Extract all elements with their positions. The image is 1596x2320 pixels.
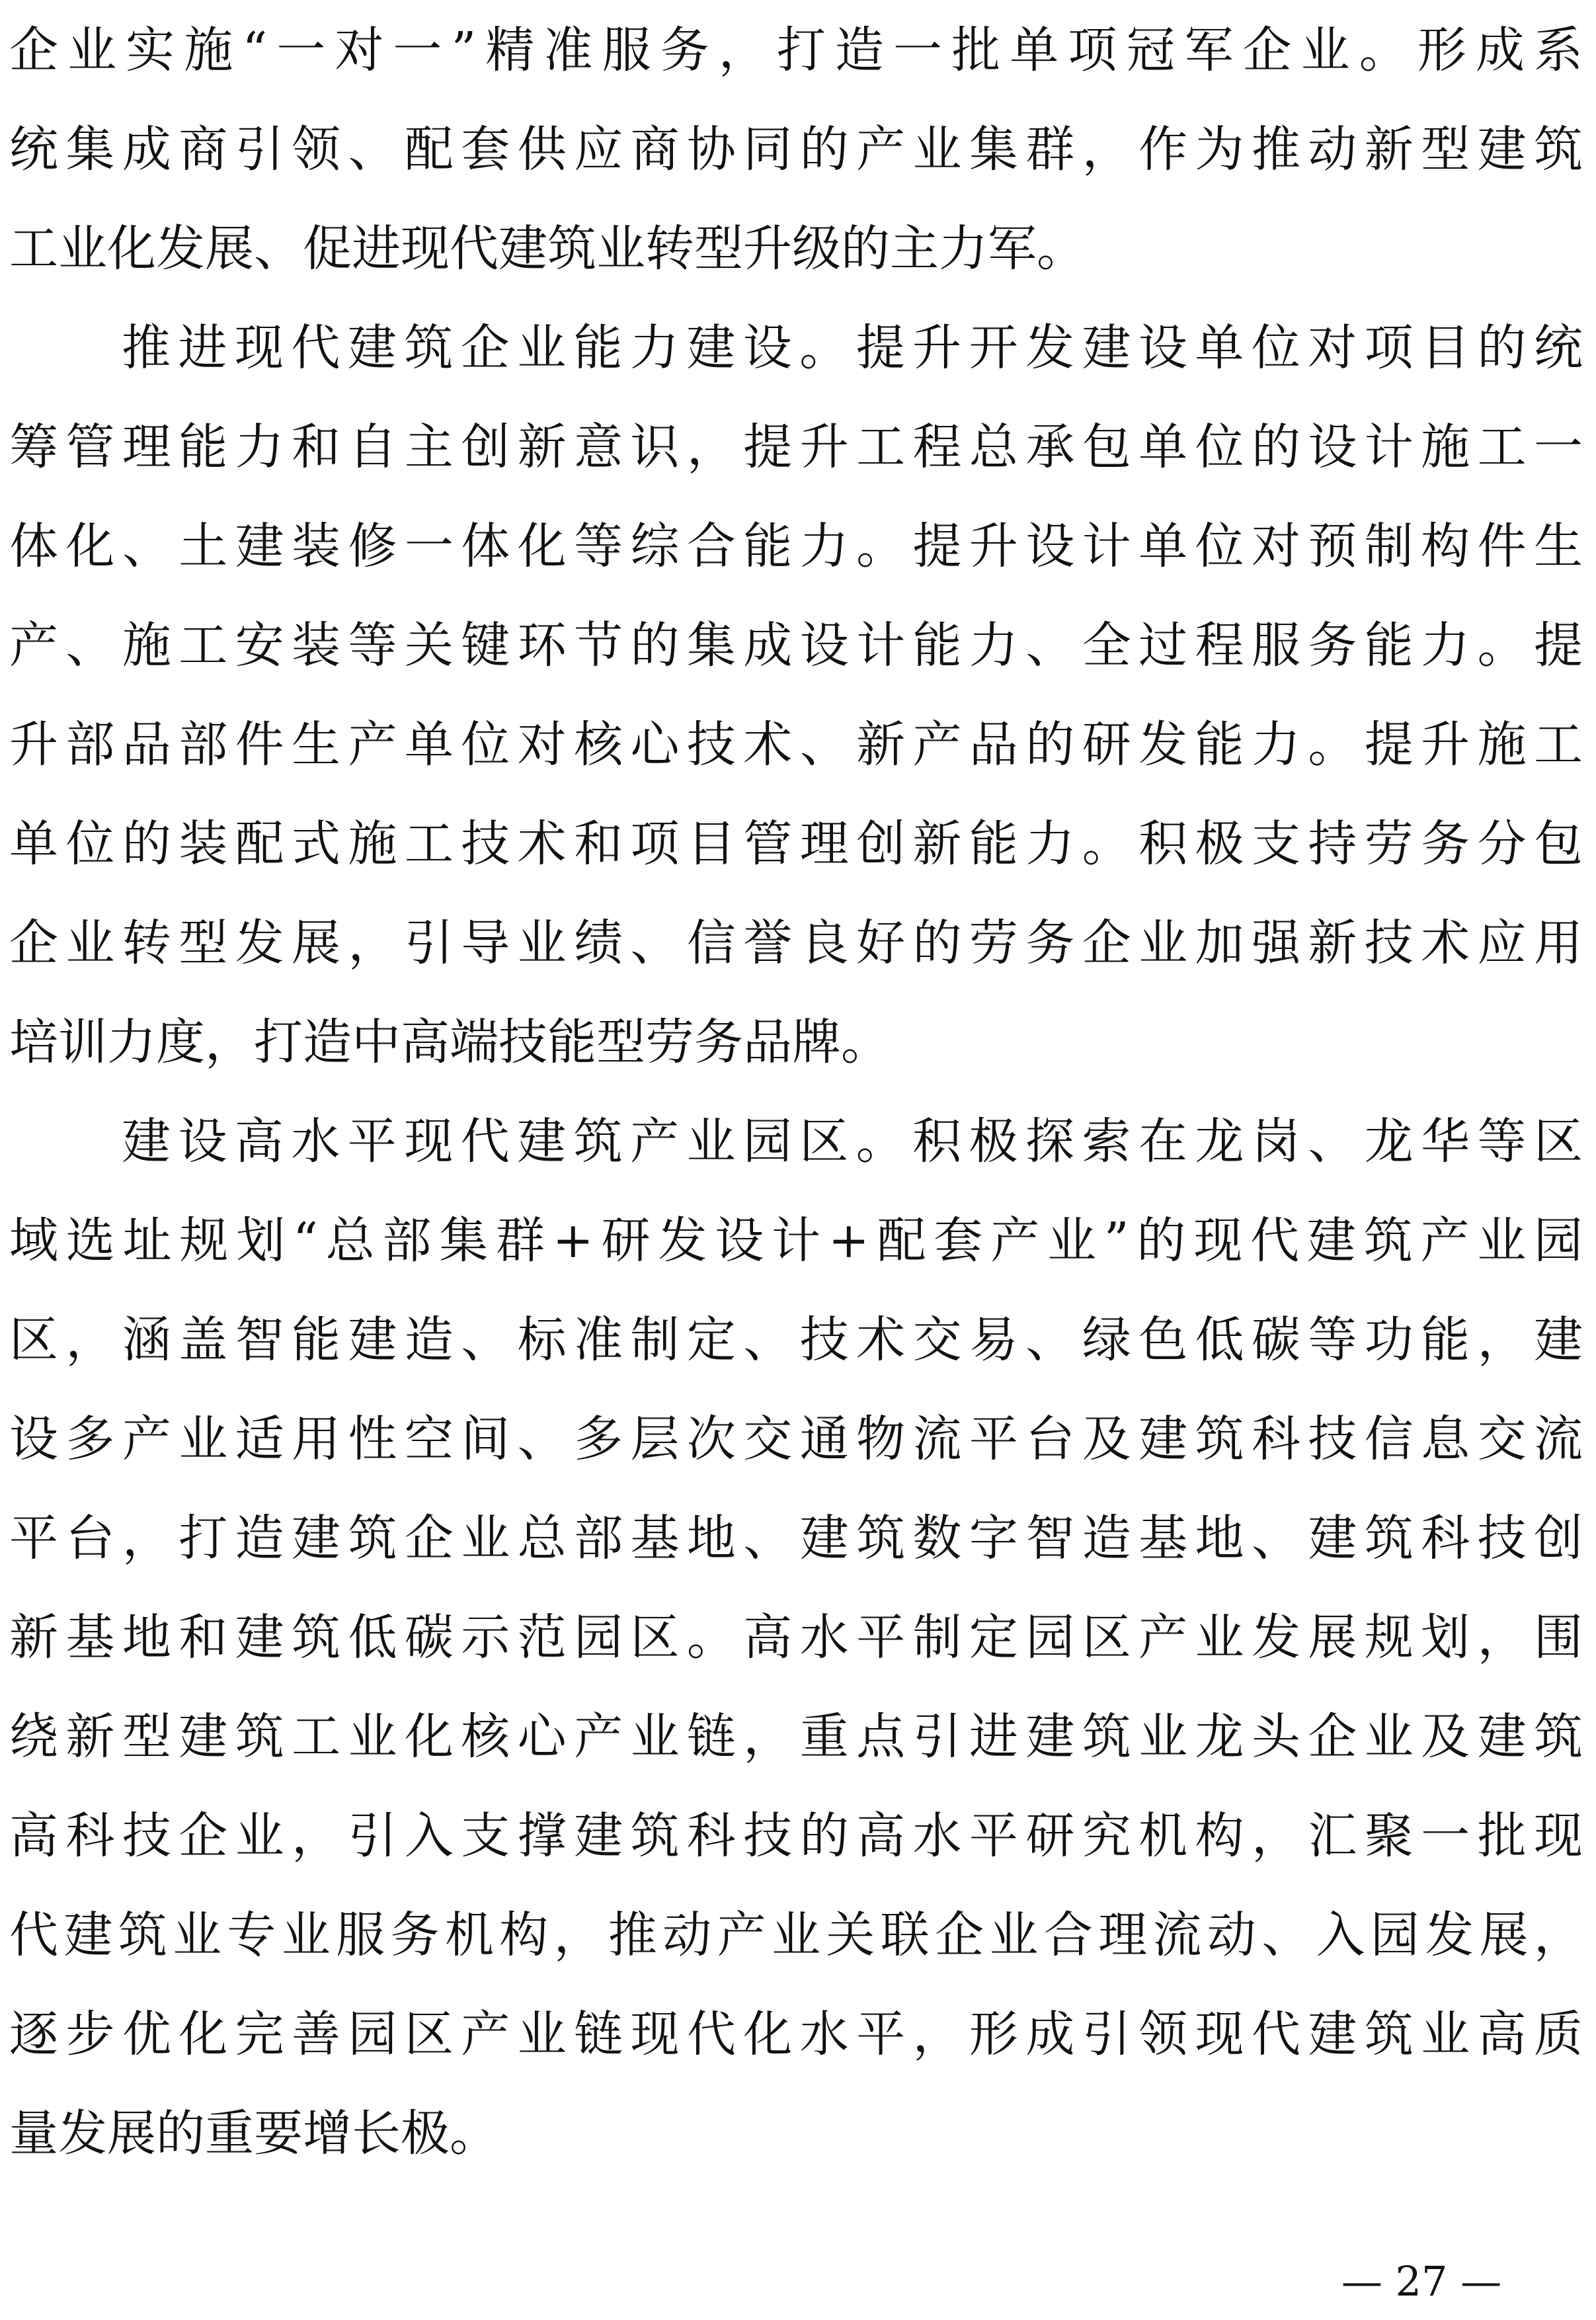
text-line: 代建筑业专业服务机构，推动产业关联企业合理流动、入园发展， xyxy=(9,1907,1583,1964)
text-line: 量发展的重要增长极。 xyxy=(9,2105,499,2162)
page-number: — 27 — xyxy=(1341,2257,1502,2305)
text-line: 产、施工安装等关键环节的集成设计能力、全过程服务能力。提 xyxy=(9,617,1583,674)
paragraph-heading-line: 推进现代建筑企业能力建设。提升开发建设单位对项目的统 xyxy=(122,319,1583,376)
text-line: 筹管理能力和自主创新意识，提升工程总承包单位的设计施工一 xyxy=(9,419,1583,476)
text-line: 绕新型建筑工业化核心产业链，重点引进建筑业龙头企业及建筑 xyxy=(9,1708,1583,1765)
text-line: 企业转型发展，引导业绩、信誉良好的劳务企业加强新技术应用 xyxy=(9,915,1583,972)
text-line: 统集成商引领、配套供应商协同的产业集群，作为推动新型建筑 xyxy=(9,121,1583,178)
text-line: 高科技企业，引入支撑建筑科技的高水平研究机构，汇聚一批现 xyxy=(9,1807,1583,1864)
text-line: 设多产业适用性空间、多层次交通物流平台及建筑科技信息交流 xyxy=(9,1411,1583,1468)
text-line: 新基地和建筑低碳示范园区。高水平制定园区产业发展规划，围 xyxy=(9,1609,1583,1666)
text-line: 单位的装配式施工技术和项目管理创新能力。积极支持劳务分包 xyxy=(9,815,1583,872)
text-line: 培训力度，打造中高端技能型劳务品牌。 xyxy=(9,1014,890,1071)
text-line: 平台，打造建筑企业总部基地、建筑数字智造基地、建筑科技创 xyxy=(9,1510,1583,1567)
paragraph-heading-line: 建设高水平现代建筑产业园区。积极探索在龙岗、龙华等区 xyxy=(122,1113,1583,1170)
text-line: 域选址规划“总部集群+研发设计+配套产业”的现代建筑产业园 xyxy=(9,1212,1583,1269)
text-line: 升部品部件生产单位对核心技术、新产品的研发能力。提升施工 xyxy=(9,716,1583,773)
text-line: 企业实施“一对一”精准服务，打造一批单项冠军企业。形成系 xyxy=(9,22,1583,79)
text-line: 区，涵盖智能建造、标准制定、技术交易、绿色低碳等功能，建 xyxy=(9,1311,1583,1368)
text-line: 逐步优化完善园区产业链现代化水平，形成引领现代建筑业高质 xyxy=(9,2006,1583,2063)
text-line: 体化、土建装修一体化等综合能力。提升设计单位对预制构件生 xyxy=(9,518,1583,575)
text-line: 工业化发展、促进现代建筑业转型升级的主力军。 xyxy=(9,220,1086,277)
